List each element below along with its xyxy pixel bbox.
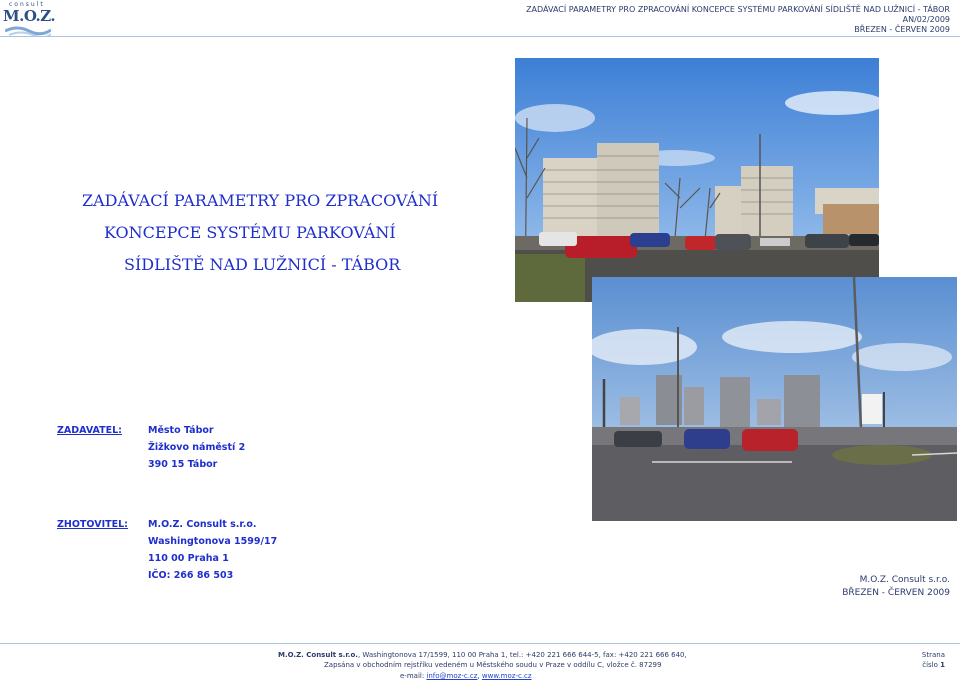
footer-email-prefix: e-mail: bbox=[400, 672, 427, 680]
logo-main-text: M.O.Z. bbox=[3, 7, 56, 25]
company-logo bbox=[3, 1, 56, 37]
contractor-city: 110 00 Praha 1 bbox=[148, 553, 229, 564]
footer-page-number-value: 1 bbox=[940, 661, 945, 669]
title-line-1: ZADÁVACÍ PARAMETRY PRO ZPRACOVÁNÍ bbox=[82, 191, 439, 210]
footer-divider bbox=[0, 643, 960, 644]
client-name: Město Tábor bbox=[148, 425, 214, 436]
footer-company: M.O.Z. Consult s.r.o. bbox=[278, 651, 358, 659]
title-line-2: KONCEPCE SYSTÉMU PARKOVÁNÍ bbox=[104, 223, 396, 242]
footer-page-number bbox=[922, 661, 945, 669]
header-doc-date: BŘEZEN - ČERVEN 2009 bbox=[854, 25, 950, 34]
header-doc-code: AN/02/2009 bbox=[902, 15, 950, 24]
footer-page-label: Strana bbox=[921, 651, 945, 659]
logo-small-text: consult bbox=[9, 1, 45, 8]
client-label: ZADAVATEL: bbox=[57, 425, 122, 436]
contractor-ico: IČO: 266 86 503 bbox=[148, 570, 234, 581]
contractor-label: ZHOTOVITEL: bbox=[57, 519, 128, 530]
footer-web-link[interactable]: www.moz-c.cz bbox=[481, 672, 532, 680]
client-city: 390 15 Tábor bbox=[148, 459, 218, 470]
client-street: Žižkovo náměstí 2 bbox=[148, 442, 246, 453]
footer-register: Zapsána v obchodním rejstříku vedeném u Městského soudu v Praze v oddílu C, vložce č. 87299 bbox=[324, 661, 662, 669]
right-info bbox=[842, 574, 950, 600]
header-doc-title: ZADÁVACÍ PARAMETRY PRO ZPRACOVÁNÍ KONCEPCE SYSTÉMU PARKOVÁNÍ SÍDLIŠTĚ NAD LUŽNICÍ - TÁBOR bbox=[526, 5, 950, 14]
header-divider bbox=[0, 36, 960, 37]
footer-address-text: , Washingtonova 17/1599, 110 00 Praha 1, tel.: +420 221 666 644-5, fax: +420 221 666 640, bbox=[357, 651, 687, 659]
photo-roundabout-street bbox=[592, 277, 957, 521]
footer-email-link[interactable]: info@moz-c.cz bbox=[426, 672, 478, 680]
photo-housing-estate-parking bbox=[515, 58, 879, 302]
footer-address bbox=[278, 651, 687, 659]
header-info bbox=[526, 5, 950, 35]
footer-page-number-label: číslo bbox=[922, 661, 938, 669]
footer-sep: , bbox=[477, 672, 482, 680]
title-line-3: SÍDLIŠTĚ NAD LUŽNICÍ - TÁBOR bbox=[124, 255, 401, 274]
right-info-company: M.O.Z. Consult s.r.o. bbox=[859, 575, 950, 585]
contractor-name: M.O.Z. Consult s.r.o. bbox=[148, 519, 257, 530]
contractor-street: Washingtonova 1599/17 bbox=[148, 536, 278, 547]
right-info-date: BŘEZEN - ČERVEN 2009 bbox=[842, 588, 950, 598]
footer-contacts bbox=[400, 672, 532, 680]
